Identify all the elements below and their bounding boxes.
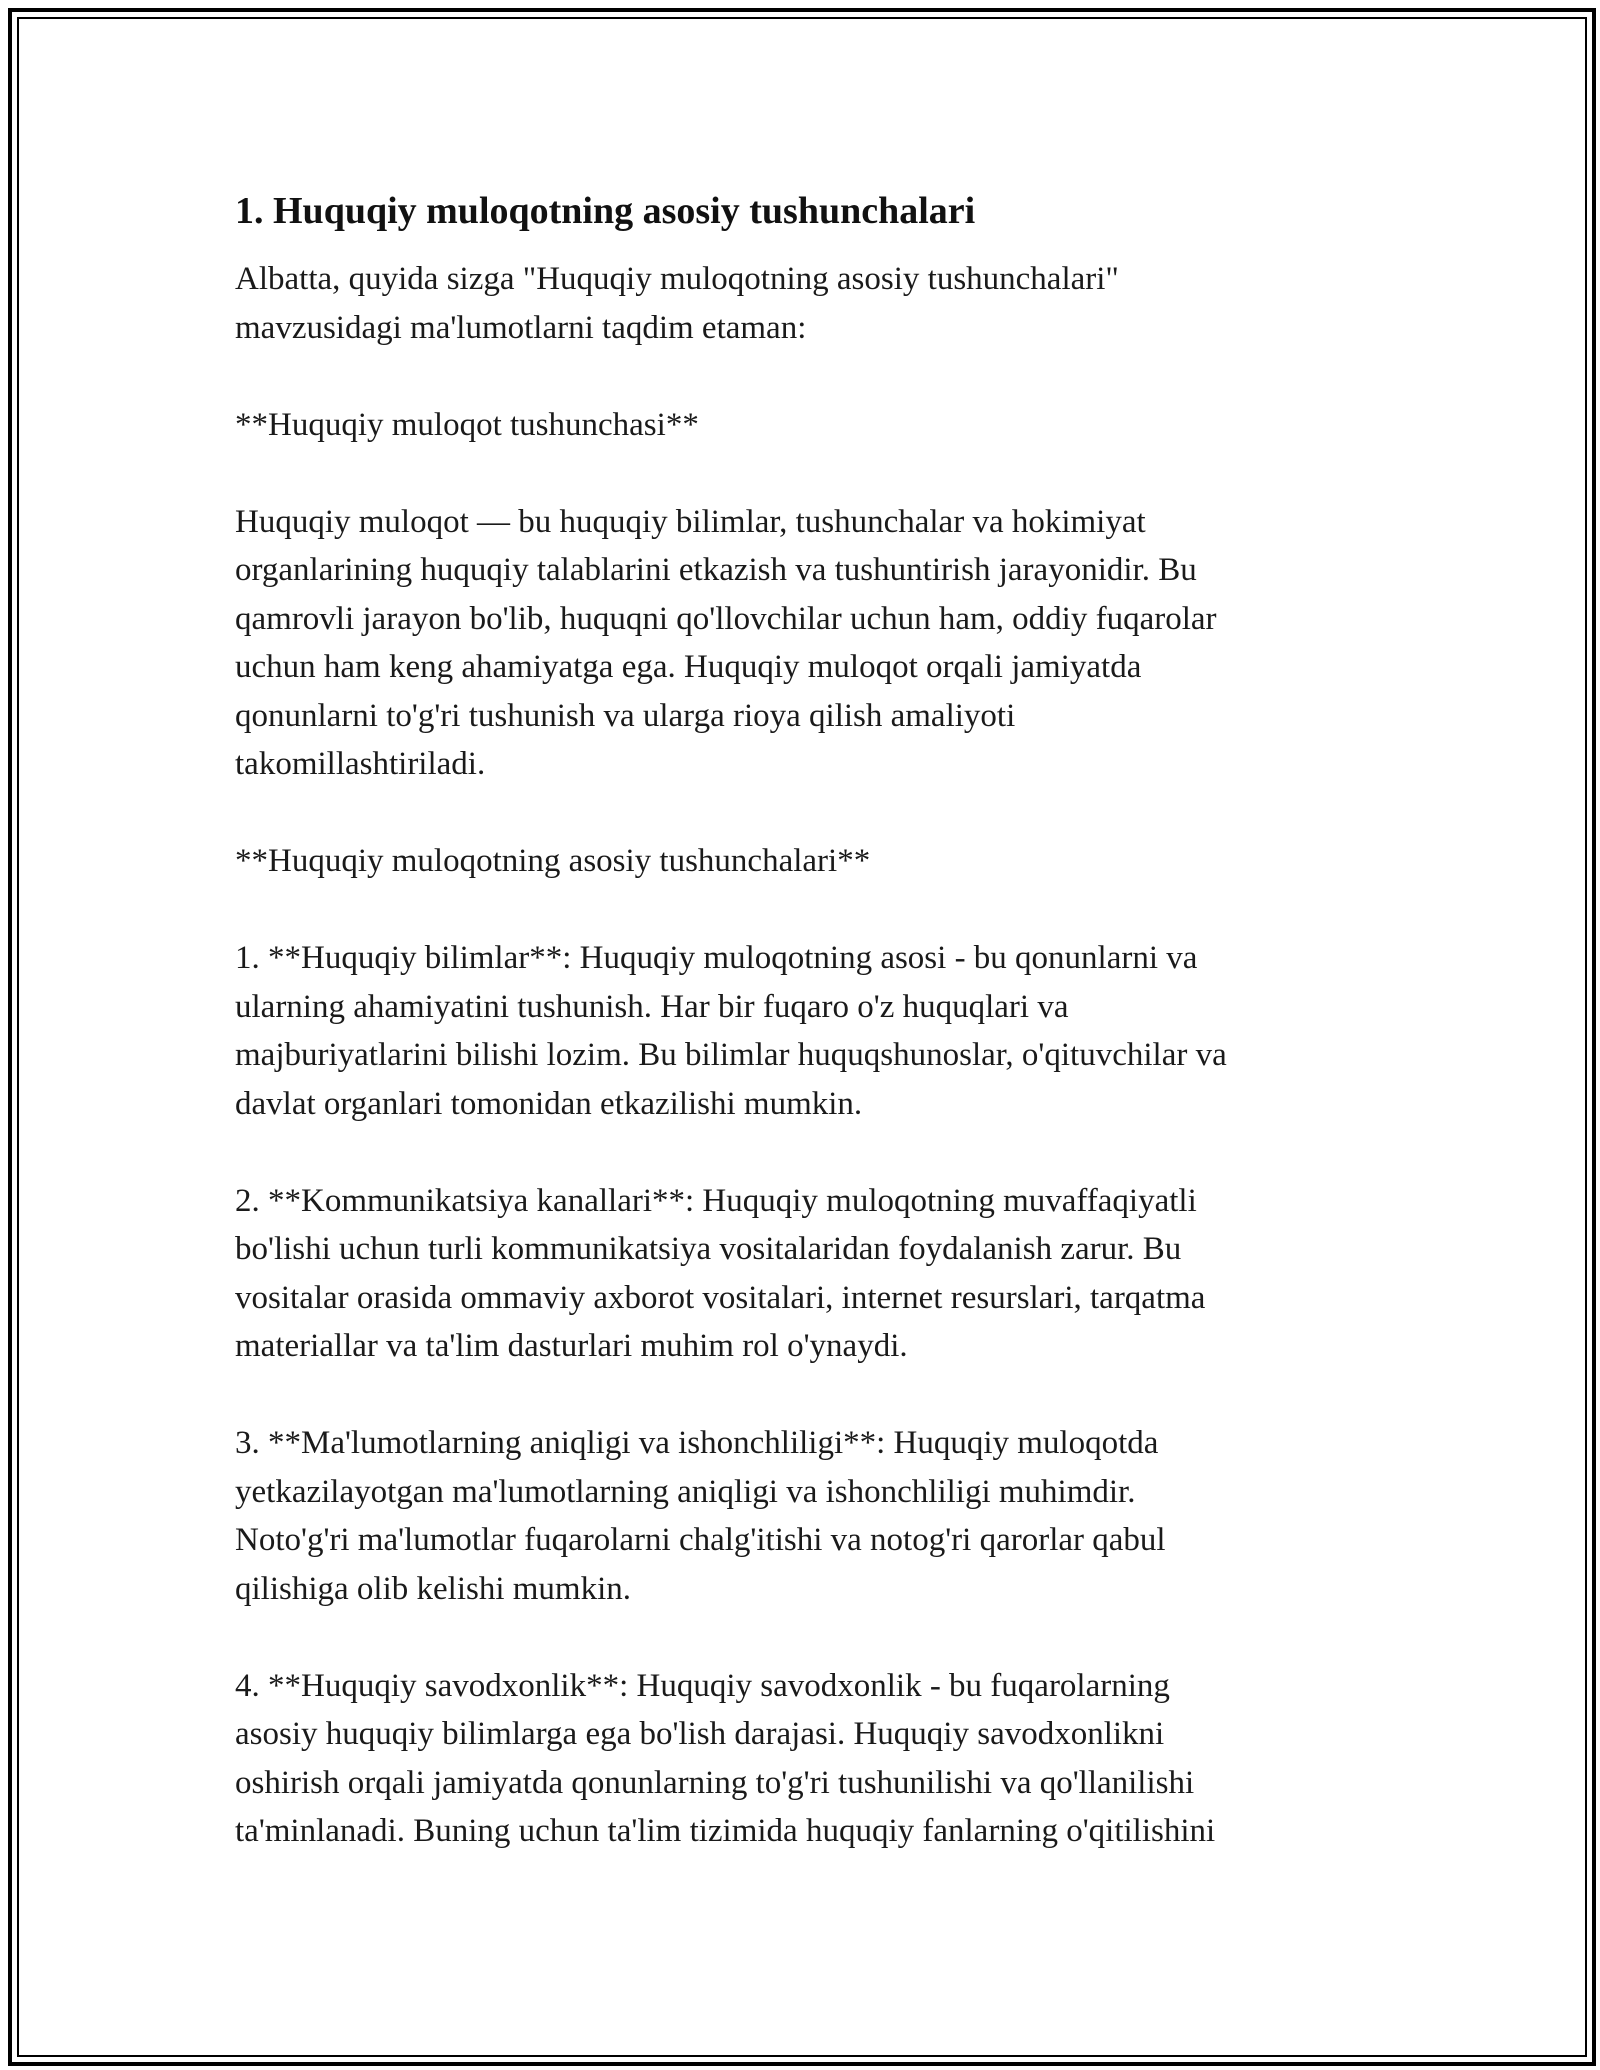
document-title: 1. Huquqiy muloqotning asosiy tushunchalari [235, 190, 976, 232]
list-item-accuracy-reliability: 3. **Ma'lumotlarning aniqligi va ishonchliligi**: Huquqiy muloqotda yetkazilayotgan ma'lumotlarning aniqligi va ishonchliligi muhimdir. Noto'g'ri ma'lumotlar fuqarolarni chalg'itishi va notog'ri qarorlar qabul qilishiga olib kelishi mumkin. [235, 1425, 1166, 1607]
section-heading-concept: **Huquqiy muloqot tushunchasi** [235, 406, 699, 443]
list-item-legal-literacy: 4. **Huquqiy savodxonlik**: Huquqiy savodxonlik - bu fuqarolarning asosiy huquqiy bilimlarga ega bo'lish darajasi. Huquqiy savodxonlikni oshirish orqali jamiyatda qonunlarning to'g'ri tushunilishi va qo'llanilishi ta'minlanadi. Buning uchun ta'lim tizimida huquqiy fanlarning o'qitilishini [235, 1667, 1216, 1849]
document-body [235, 185, 1365, 1904]
list-item-legal-knowledge: 1. **Huquqiy bilimlar**: Huquqiy muloqotning asosi - bu qonunlarni va ularning ahamiyatini tushunish. Har bir fuqaro o'z huquqlari va majburiyatlarini bilishi lozim. Bu bilimlar huquqshunoslar, o'qituvchilar va davlat organlari tomonidan etkazilishi mumkin. [235, 940, 1227, 1122]
concept-paragraph: Huquqiy muloqot — bu huquqiy bilimlar, tushunchalar va hokimiyat organlarining huquqiy talablarini etkazish va tushuntirish jarayonidir. Bu qamrovli jarayon bo'lib, huquqni qo'llovchilar uchun ham, oddiy fuqarolar uchun ham keng ahamiyatga ega. Huquqiy muloqot orqali jamiyatda qonunlarni to'g'ri tushunish va ularga rioya qilish amaliyoti takomillashtiriladi. [235, 503, 1217, 782]
section-heading-key-concepts: **Huquqiy muloqotning asosiy tushunchalari** [235, 843, 871, 879]
list-item-communication-channels: 2. **Kommunikatsiya kanallari**: Huquqiy muloqotning muvaffaqiyatli bo'lishi uchun turli kommunikatsiya vositalaridan foydalanish zarur. Bu vositalar orasida ommaviy axborot vositalari, internet resurslari, tarqatma materiallar va ta'lim dasturlari muhim rol o'ynaydi. [235, 1182, 1206, 1364]
intro-paragraph: Albatta, quyida sizga "Huquqiy muloqotning asosiy tushunchalari" mavzusidagi ma'lumotlarni taqdim etaman: [235, 261, 1119, 346]
